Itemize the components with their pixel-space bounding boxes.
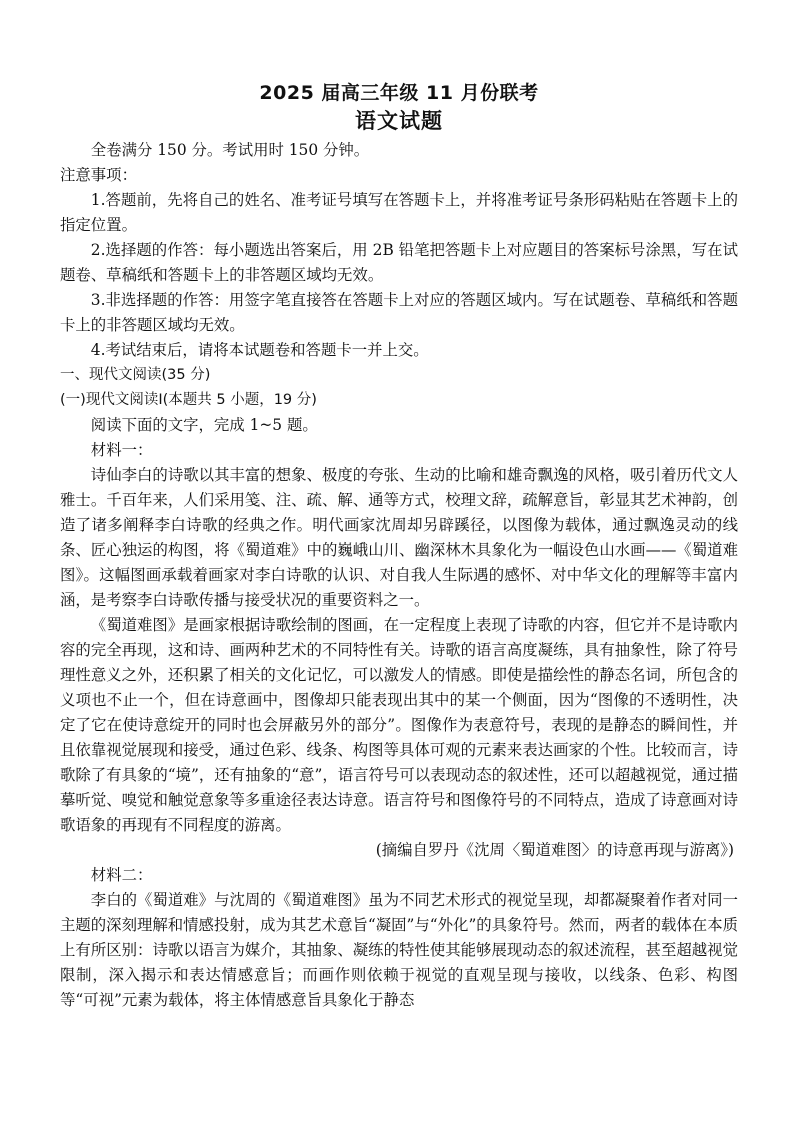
material-1-label: 材料一： — [90, 441, 153, 459]
section-heading: 一、现代文阅读(35 分) — [60, 367, 211, 383]
material-1-paragraph-1: 诗仙李白的诗歌以其丰富的想象、极度的夸张、生动的比喻和雄奇飘逸的风格，吸引着历代文人雅士。千百年来，人们采用笺、注、疏、解、通等方式，校理文辞，疏解意旨，彰显其艺术神韵，创造了诸多阐释李白诗歌的经典之作。明代画家沈周却另辟蹊径，以图像为载体，通过飘逸灵动的线条、匠心独运的构图，将《蜀道难》中的巍峨山川、幽深林木具象化为一幅设色山水画——《蜀道难图》。这幅图画承载着画家对李白诗歌的认识、对自我人生际遇的感怀、对中华文化的理解等丰富内涵，是考察李白诗歌传播与接受状况的重要资料之一。 — [60, 466, 738, 609]
material-2-label: 材料二： — [90, 866, 153, 884]
score-time-line: 全卷满分 150 分。考试用时 150 分钟。 — [90, 141, 370, 159]
section-subheading: (一)现代文阅读Ⅰ(本题共 5 小题，19 分) — [60, 392, 317, 408]
exam-subtitle: 语文试题 — [355, 109, 443, 133]
exam-page — [60, 80, 738, 1013]
notice-item-4: 4.考试结束后，请将本试题卷和答题卡一并上交。 — [90, 341, 429, 359]
material-2-paragraph-1: 李白的《蜀道难》与沈周的《蜀道难图》虽为不同艺术形式的视觉呈现，却都凝聚着作者对同一主题的深刻理解和情感投射，成为其艺术意旨“凝固”与“外化”的具象符号。然而，两者的载体在本质上有所区别：诗歌以语言为媒介，其抽象、凝练的特性使其能够展现动态的叙述流程，甚至超越视觉限制，深入揭示和表达情感意旨；而画作则依赖于视觉的直观呈现与接收，以线条、色彩、构图等“可视”元素为载体，将主体情感意旨具象化于静态 — [60, 891, 738, 1009]
notice-item-2: 2.选择题的作答：每小题选出答案后，用 2B 铅笔把答题卡上对应题目的答案标号涂黑，写在试题卷、草稿纸和答题卡上的非答题区域均无效。 — [60, 241, 738, 284]
notice-heading: 注意事项： — [60, 166, 137, 184]
notice-item-3: 3.非选择题的作答：用签字笔直接答在答题卡上对应的答题区域内。写在试题卷、草稿纸和答题卡上的非答题区域均无效。 — [60, 291, 738, 334]
material-1-paragraph-2: 《蜀道难图》是画家根据诗歌绘制的图画，在一定程度上表现了诗歌的内容，但它并不是诗歌内容的完全再现，这和诗、画两种艺术的不同特性有关。诗歌的语言高度凝练，具有抽象性，除了符号理性意义之外，还积累了相关的文化记忆，可以激发人的情感。即使是描绘性的静态名词，所包含的义项也不止一个，但在诗意画中，图像却只能表现出其中的某一个侧面，因为“图像的不透明性，决定了它在使诗意绽开的同时也会屏蔽另外的部分”。图像作为表意符号，表现的是静态的瞬间性，并且依靠视觉展现和接受，通过色彩、线条、构图等具体可观的元素来表达画家的个性。比较而言，诗歌除了有具象的“境”，还有抽象的“意”，语言符号可以表现动态的叙述性，还可以超越视觉，通过描摹听觉、嗅觉和触觉意象等多重途径表达诗意。语言符号和图像符号的不同特点，造成了诗意画对诗歌语象的再现有不同程度的游离。 — [60, 616, 738, 834]
notice-item-1: 1.答题前，先将自己的姓名、准考证号填写在答题卡上，并将准考证号条形码粘贴在答题卡上的指定位置。 — [60, 191, 738, 234]
reading-instruction: 阅读下面的文字，完成 1~5 题。 — [90, 416, 318, 434]
exam-title: 2025 届高三年级 11 月份联考 — [259, 82, 539, 104]
material-1-source: (摘编自罗丹《沈周〈蜀道难图〉的诗意再现与游离》) — [375, 841, 734, 859]
